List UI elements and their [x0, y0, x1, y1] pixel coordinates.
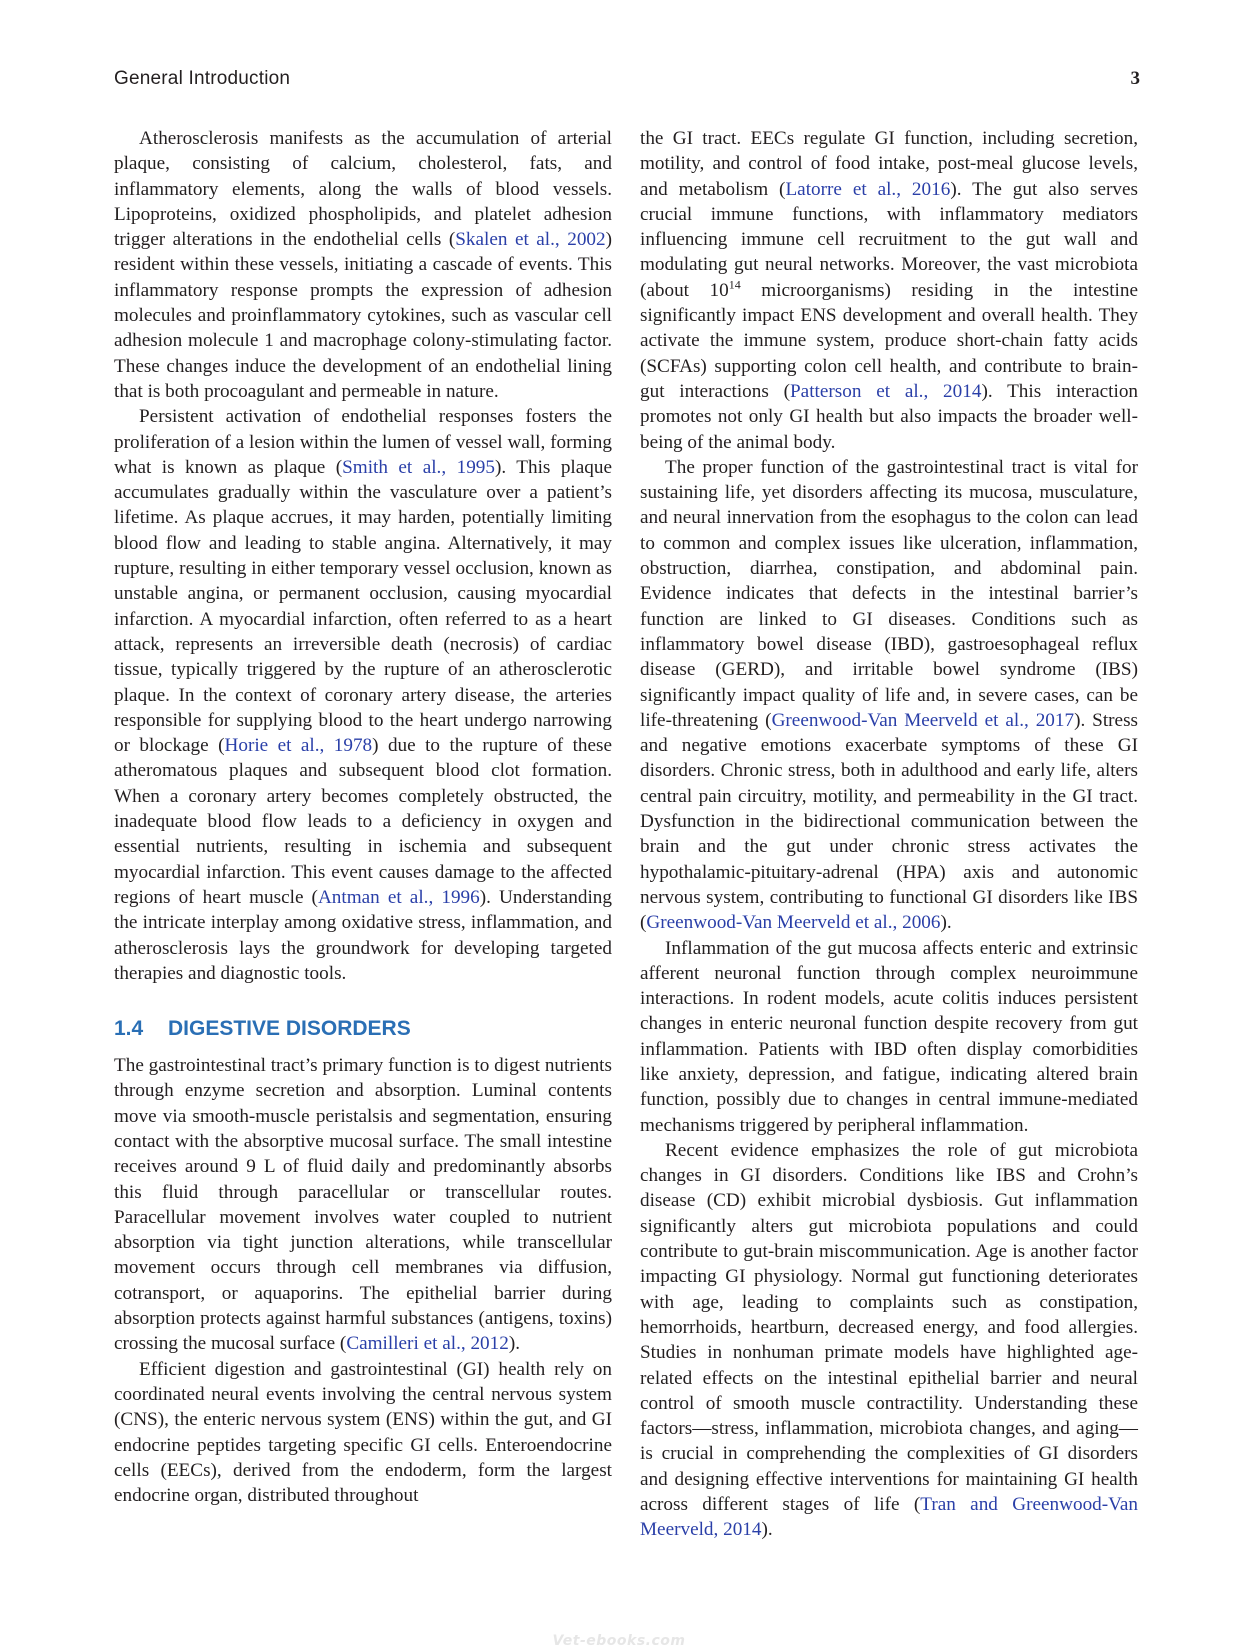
citation-link[interactable]: Greenwood-Van Meerveld et al., 2006 — [646, 912, 941, 934]
citation-link[interactable]: Tran and Greenwood-Van Meerveld, 2014 — [640, 1494, 1138, 1541]
paragraph-text: ) due to the rupture of these atheromatous plaques and subsequent blood clot formation. When a coronary artery becomes completely obstructed, the inadequate blood flow leads to a deficiency in oxygen and essential nutrients, resulting in ischemia and subsequent myocardial infarction. This event causes damage to the affected regions of heart muscle ( — [114, 735, 612, 908]
paragraph-text: the GI tract. EECs regulate GI function, including secretion, motility, and control of food intake, post-meal glucose levels, and metabolism ( — [640, 128, 1138, 200]
running-title: General Introduction — [114, 68, 291, 89]
paragraph-text: The gastrointestinal tract’s primary function is to digest nutrients through enzyme secretion and absorption. Luminal contents move via smooth-muscle peristalsis and segmentation, ensuring contact with the absorptive mucosal surface. The small intestine receives around 9 L of fluid daily and predominantly absorbs this fluid through paracellular or transcellular routes. Paracellular movement involves water coupled to nutrient absorption via tight junction alterations, while transcellular movement occurs through cell membranes via diffusion, cotransport, or aquaporins. The epithelial barrier during absorption protects against harmful substances (antigens, toxins) crossing the mucosal surface ( — [114, 1055, 612, 1355]
paragraph-digestion — [114, 1357, 612, 1509]
paragraph-gi-function — [640, 455, 1138, 936]
section-heading — [114, 1016, 612, 1042]
paragraph-text: ). The gut also serves crucial immune functions, with inflammatory mediators influencing immune cell recruitment to the gut wall and modulating gut neural networks. Moreover, the vast microbiota (about 10 — [640, 178, 1139, 301]
citation-link[interactable]: Smith et al., 1995 — [342, 456, 495, 478]
paragraph-text: ). — [761, 1519, 773, 1541]
paragraph-inflammation — [640, 936, 1138, 1138]
running-header — [114, 68, 1140, 98]
paragraph-atherosclerosis — [114, 126, 612, 404]
paragraph-text: ). — [940, 912, 952, 934]
paragraph-text: Inflammation of the gut mucosa affects enteric and extrinsic afferent neuronal function through complex neuroimmune interactions. In rodent models, acute colitis induces persistent changes in enteric neuronal function despite recovery from gut inflammation. Patients with IBD often display comorbidities like anxiety, depression, and fatigue, indicating altered brain function, possibly due to changes in central immune-mediated mechanisms triggered by peripheral inflammation. — [640, 937, 1138, 1136]
citation-link[interactable]: Camilleri et al., 2012 — [346, 1333, 509, 1355]
citation-link[interactable]: Latorre et al., 2016 — [785, 178, 951, 200]
paragraph-text: ). This interaction promotes not only GI health but also impacts the broader well-being of the animal body. — [640, 380, 1139, 453]
section-number: 1.4 — [114, 1017, 144, 1041]
paragraph-text: ) resident within these vessels, initiating a cascade of events. This inflammatory response prompts the expression of adhesion molecules and proinflammatory cytokines, such as vascular cell adhesion molecule 1 and macrophage colony-stimulating factor. These changes induce the development of an endothelial lining that is both procoagulant and permeable in nature. — [114, 229, 612, 402]
paragraph-gi-tract — [114, 1053, 612, 1357]
left-column — [114, 126, 612, 1508]
page-number: 3 — [1130, 68, 1140, 89]
citation-link[interactable]: Patterson et al., 2014 — [790, 380, 982, 402]
citation-link[interactable]: Skalen et al., 2002 — [455, 229, 606, 251]
paragraph-text: microorganisms) residing in the intestine significantly impact ENS development and overall health. They activate the immune system, produce short-chain fatty acids (SCFAs) supporting colon cell health, and contribute to brain-gut interactions ( — [640, 279, 1138, 402]
paragraph-microbiota — [640, 1138, 1138, 1543]
watermark: Vet-ebooks.com — [552, 1633, 686, 1649]
paragraph-text: Efficient digestion and gastrointestinal (GI) health rely on coordinated neural events involving the central nervous system (CNS), the enteric nervous system (ENS) within the gut, and GI endocrine peptides targeting specific GI cells. Enteroendocrine cells (EECs), derived from the endoderm, form the largest endocrine organ, distributed throughout — [114, 1358, 612, 1507]
section-title: DIGESTIVE DISORDERS — [168, 1017, 411, 1041]
paragraph-text: Recent evidence emphasizes the role of gut microbiota changes in GI disorders. Conditions like IBS and Crohn’s disease (CD) exhibit microbial dysbiosis. Gut inflammation significantly alters gut microbiota populations and could contribute to gut-brain miscommunication. Age is another factor impacting GI physiology. Normal gut functioning deteriorates with age, leading to complaints such as constipation, hemorrhoids, heartburn, decreased energy, and food allergies. Studies in nonhuman primate models have highlighted age-related effects on the intestinal epithelial barrier and neural control of smooth muscle contractility. Understanding these factors—stress, inflammation, microbiota changes, and aging—is crucial in comprehending the complexities of GI disorders and designing effective interventions for maintaining GI health across different stages of life ( — [640, 1139, 1138, 1516]
superscript-exponent: 14 — [728, 277, 741, 292]
paragraph-plaque — [114, 404, 612, 986]
citation-link[interactable]: Antman et al., 1996 — [317, 886, 480, 908]
paragraph-text: Persistent activation of endothelial responses fosters the proliferation of a lesion within the lumen of vessel wall, forming what is known as plaque ( — [114, 406, 612, 478]
paragraph-text: The proper function of the gastrointestinal tract is vital for sustaining life, yet disorders affecting its mucosa, musculature, and neural innervation from the esophagus to the colon can lead to common and complex issues like ulceration, inflammation, obstruction, diarrhea, constipation, and abdominal pain. Evidence indicates that defects in the intestinal barrier’s function are linked to GI diseases. Conditions such as inflammatory bowel disease (IBD), gastroesophageal reflux disease (GERD), and irritable bowel syndrome (IBS) significantly impact quality of life and, in severe cases, can be life-threatening ( — [640, 456, 1138, 731]
right-column — [640, 126, 1138, 1543]
citation-link[interactable]: Horie et al., 1978 — [224, 735, 373, 757]
paragraph-text: ). This plaque accumulates gradually within the vasculature over a patient’s lifetime. As plaque accrues, it may harden, potentially limiting blood flow and leading to stable angina. Alternatively, it may rupture, resulting in either temporary vessel occlusion, known as unstable angina, or permanent occlusion, causing myocardial infarction. A myocardial infarction, often referred to as a heart attack, represents an irreversible death (necrosis) of cardiac tissue, typically triggered by the rupture of an atherosclerotic plaque. In the context of coronary artery disease, the arteries responsible for supplying blood to the heart undergo narrowing or blockage ( — [114, 456, 612, 757]
paragraph-text: ). Understanding the intricate interplay among oxidative stress, inflammation, and atherosclerosis lays the groundwork for developing targeted therapies and diagnostic tools. — [114, 886, 612, 984]
paragraph-eec-continued — [640, 126, 1138, 455]
paragraph-text: ). Stress and negative emotions exacerbate symptoms of these GI disorders. Chronic stress, both in adulthood and early life, alters central pain circuitry, motility, and permeability in the GI tract. Dysfunction in the bidirectional communication between the brain and the gut under chronic stress activates the hypothalamic-pituitary-adrenal (HPA) axis and autonomic nervous system, contributing to functional GI disorders like IBS ( — [640, 709, 1139, 934]
paragraph-text: ). — [508, 1333, 521, 1355]
citation-link[interactable]: Greenwood-Van Meerveld et al., 2017 — [771, 709, 1075, 731]
paragraph-text: Atherosclerosis manifests as the accumulation of arterial plaque, consisting of calcium, cholesterol, fats, and inflammatory elements, along the walls of blood vessels. Lipoproteins, oxidized phospholipids, and platelet adhesion trigger alterations in the endothelial cells ( — [114, 128, 612, 251]
